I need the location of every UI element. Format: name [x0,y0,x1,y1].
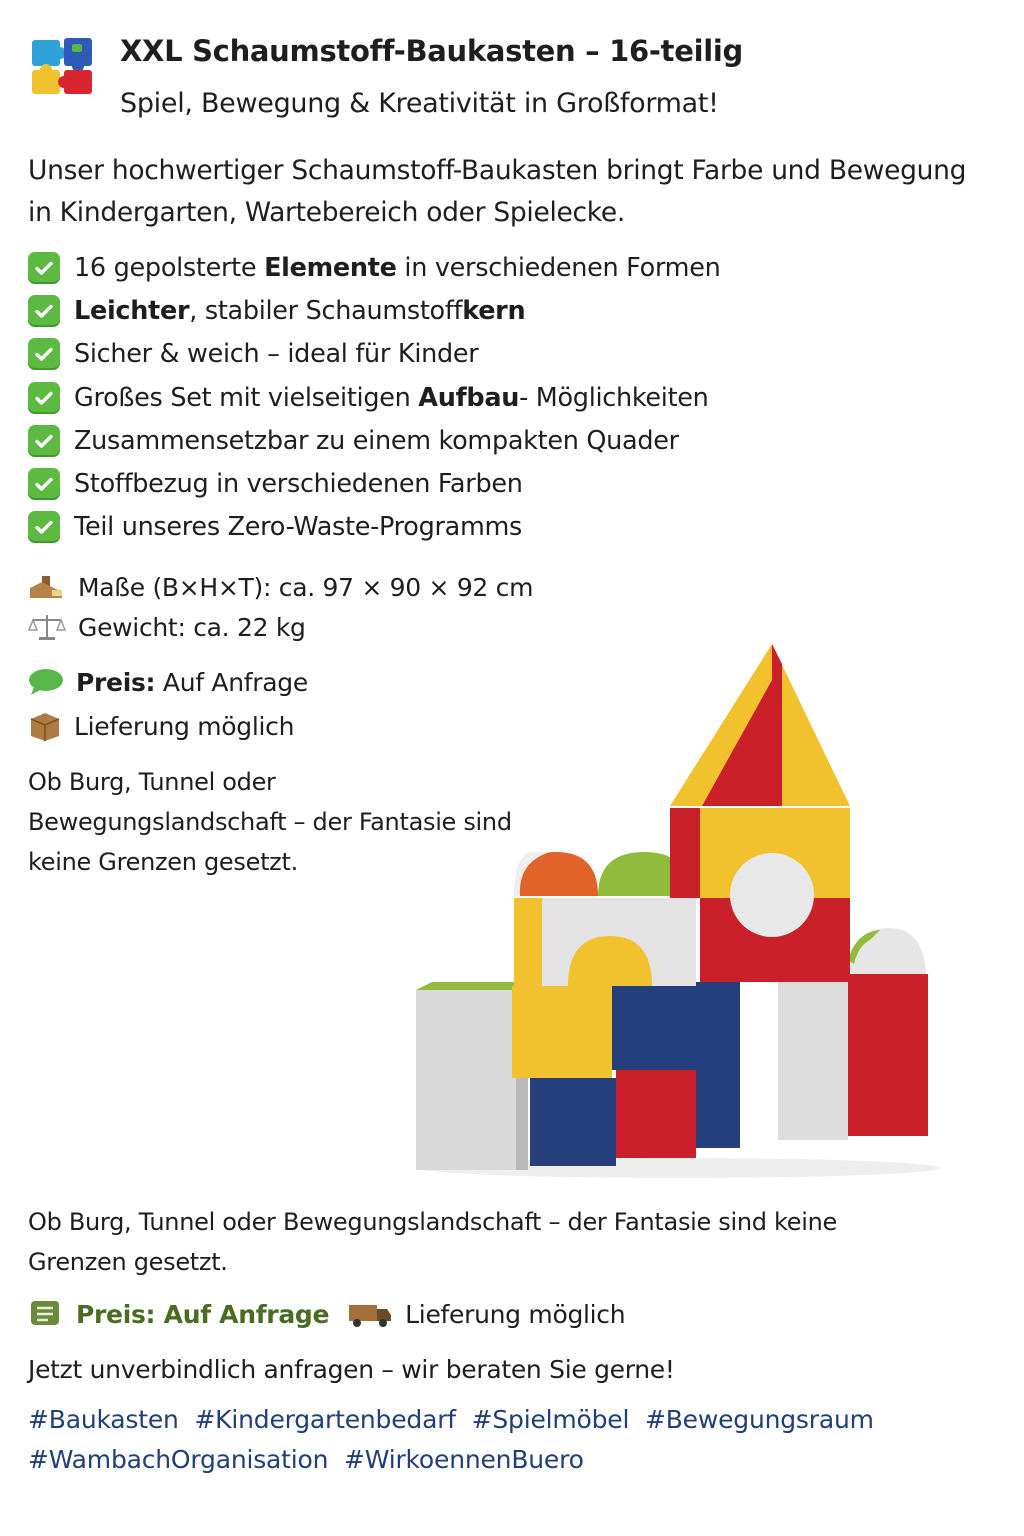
check-icon [28,295,60,327]
delivery-truck-icon [347,1299,393,1329]
bottom-price-line: Preis: Auf Anfrage Lieferung möglich [28,1298,625,1330]
bottom-paragraph: Ob Burg, Tunnel oder Bewegungslandschaft – der Fantasie sind keine Grenzen gesetzt. [28,1208,838,1276]
scale-icon [28,612,66,642]
weight-line: Gewicht: ca. 22 kg [28,612,306,642]
post-title: XXL Schaumstoff-Baukasten – 16-teilig [120,34,743,68]
puzzle-icon [28,34,98,98]
feature-item: Stoffbezug in verschiedenen Farben [28,464,1008,504]
call-to-action: Jetzt unverbindlich anfragen – wir beraten Sie gerne! [28,1355,675,1384]
price-line: Preis: Auf Anfrage [28,667,308,697]
feature-item: Großes Set mit vielseitigen Aufbau- Möglichkeiten [28,378,1008,418]
logo [28,34,98,98]
hashtag-link[interactable]: #Baukasten [28,1405,179,1434]
hashtag-link[interactable]: #Spielmöbel [471,1405,630,1434]
hashtag-link[interactable]: #Bewegungsraum [644,1405,874,1434]
check-icon [28,425,60,457]
check-icon [28,511,60,543]
speech-bubble-icon [28,667,64,697]
check-icon [28,338,60,370]
check-icon [28,252,60,284]
feature-item: Zusammensetzbar zu einem kompakten Quader [28,421,1008,461]
check-icon [28,468,60,500]
hashtag-link[interactable]: #Kindergartenbedarf [194,1405,456,1434]
dimensions-line: Maße (B×H×T): ca. 97 × 90 × 92 cm [28,572,533,602]
delivery-line: Lieferung möglich [28,710,294,742]
package-icon [28,710,62,742]
hashtag-list [28,1400,1008,1480]
ruler-icon [28,572,66,602]
hashtag-link[interactable]: #WirkoennenBuero [344,1445,584,1474]
feature-item: Leichter, stabiler Schaumstoffkern [28,291,1008,331]
feature-item: Sicher & weich – ideal für Kinder [28,334,1008,374]
notes-icon [28,1298,64,1330]
feature-item: 16 gepolsterte Elemente in verschiedenen Formen [28,248,1008,288]
feature-item: Teil unseres Zero-Waste-Programms [28,507,1008,547]
hashtag-link[interactable]: #WambachOrganisation [28,1445,329,1474]
check-icon [28,382,60,414]
product-image [410,640,940,1185]
short-paragraph: Ob Burg, Tunnel oder Bewegungslandschaft – der Fantasie sind keine Grenzen gesetzt. [28,768,512,876]
intro-text: Unser hochwertiger Schaumstoff-Baukasten bringt Farbe und Bewegung in Kindergarten, Wartebereich oder Spielecke. [28,155,967,228]
post-subtitle: Spiel, Bewegung & Kreativität in Großformat! [120,88,719,119]
